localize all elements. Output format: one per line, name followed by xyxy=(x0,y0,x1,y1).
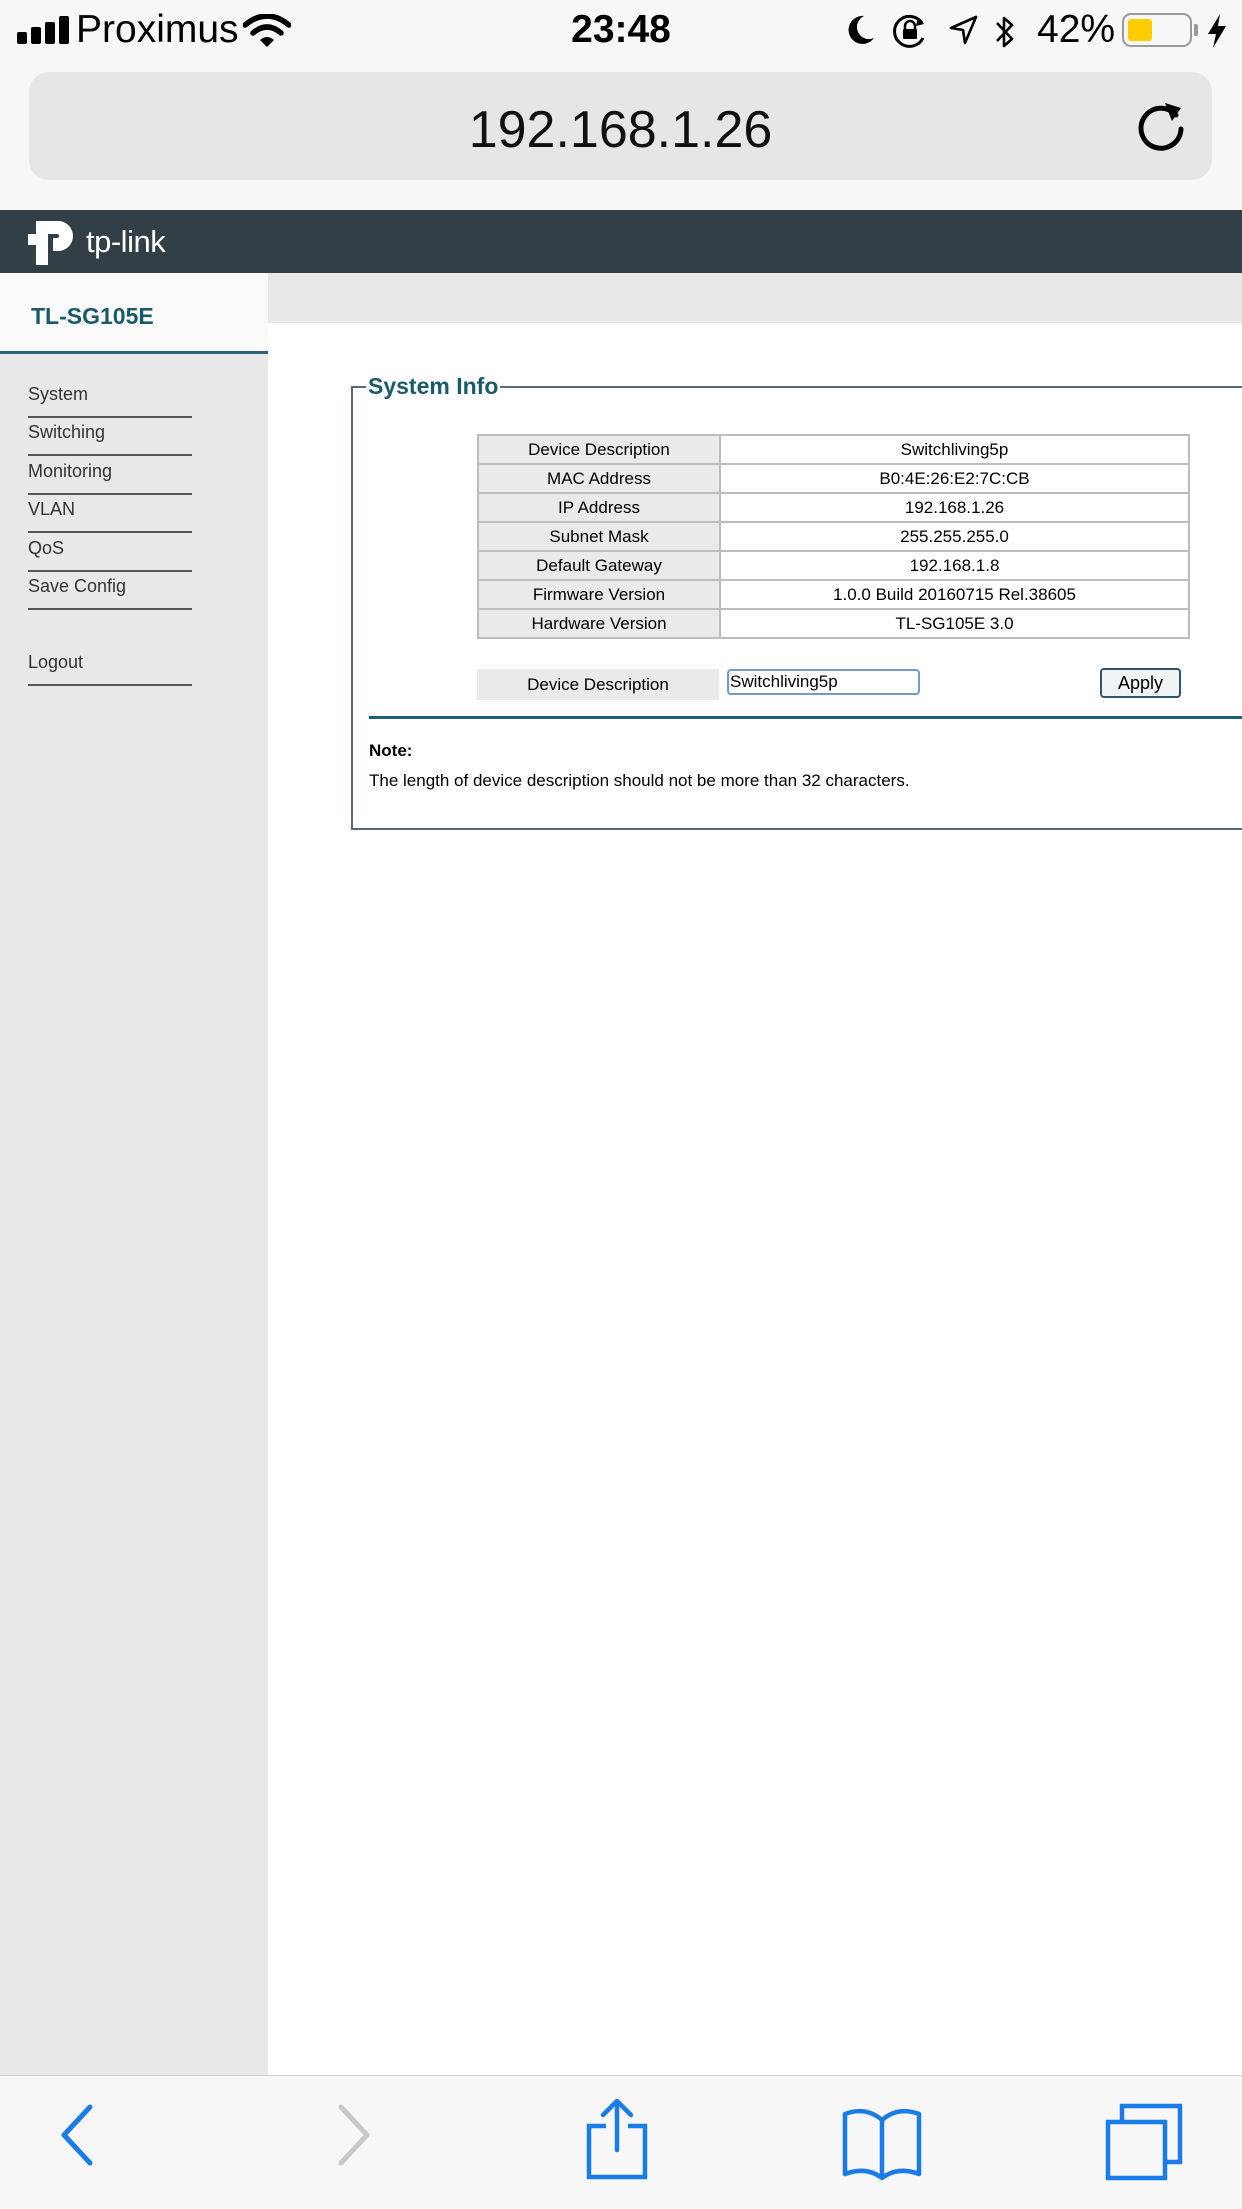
row-label: Subnet Mask xyxy=(478,522,720,551)
battery-nub xyxy=(1194,24,1198,36)
battery-icon xyxy=(1122,13,1192,47)
row-value: 1.0.0 Build 20160715 Rel.38605 xyxy=(720,580,1189,609)
charging-bolt-icon xyxy=(1206,13,1228,49)
browser-toolbar xyxy=(0,2075,1242,2209)
section-title: System Info xyxy=(368,373,499,399)
carrier-name: Proximus xyxy=(76,8,239,51)
apply-button[interactable]: Apply xyxy=(1100,668,1181,698)
location-arrow-icon xyxy=(948,14,978,46)
note-text: The length of device description should not be more than 32 characters. xyxy=(369,771,910,790)
moon-icon xyxy=(846,14,876,46)
sidebar-item-system[interactable]: System xyxy=(28,383,192,418)
brand-name: tp-link xyxy=(86,224,166,259)
system-info-table xyxy=(477,434,1190,639)
table-row xyxy=(478,493,1189,522)
row-label: Hardware Version xyxy=(478,609,720,638)
row-label: Firmware Version xyxy=(478,580,720,609)
table-row xyxy=(478,464,1189,493)
battery-percent: 42% xyxy=(1037,8,1116,51)
browser-top-bar xyxy=(0,62,1242,210)
sidebar-item-vlan[interactable]: VLAN xyxy=(28,498,192,533)
tp-link-logo-icon xyxy=(28,218,78,268)
sidebar-item-qos[interactable]: QoS xyxy=(28,537,192,572)
note-title: Note: xyxy=(369,741,413,760)
row-value: Switchliving5p xyxy=(720,435,1189,464)
row-value: B0:4E:26:E2:7C:CB xyxy=(720,464,1189,493)
table-row xyxy=(478,580,1189,609)
sidebar-item-switching[interactable]: Switching xyxy=(28,421,192,456)
row-value: 192.168.1.8 xyxy=(720,551,1189,580)
device-description-label: Device Description xyxy=(477,669,719,700)
forward-icon[interactable] xyxy=(333,2104,373,2166)
bookmarks-icon[interactable] xyxy=(842,2108,922,2180)
row-value: TL-SG105E 3.0 xyxy=(720,609,1189,638)
share-icon[interactable] xyxy=(586,2098,648,2180)
row-label: Device Description xyxy=(478,435,720,464)
tp-link-header xyxy=(0,210,1242,273)
sidebar xyxy=(0,273,268,2075)
table-row xyxy=(478,609,1189,638)
url-text[interactable]: 192.168.1.26 xyxy=(468,101,773,159)
row-label: MAC Address xyxy=(478,464,720,493)
model-header xyxy=(0,273,268,354)
model-name: TL-SG105E xyxy=(31,303,154,329)
logout-link[interactable]: Logout xyxy=(28,651,192,686)
sidebar-item-save-config[interactable]: Save Config xyxy=(28,575,192,610)
reload-icon[interactable] xyxy=(1134,98,1190,154)
clock: 23:48 xyxy=(571,8,671,51)
table-row xyxy=(478,435,1189,464)
content-top-strip xyxy=(268,273,1242,323)
tabs-icon[interactable] xyxy=(1105,2103,1183,2181)
divider xyxy=(369,716,1242,719)
row-label: IP Address xyxy=(478,493,720,522)
sidebar-item-monitoring[interactable]: Monitoring xyxy=(28,460,192,495)
row-label: Default Gateway xyxy=(478,551,720,580)
status-bar xyxy=(0,0,1242,62)
row-value: 192.168.1.26 xyxy=(720,493,1189,522)
address-bar[interactable] xyxy=(29,72,1212,180)
back-icon[interactable] xyxy=(58,2104,98,2166)
bluetooth-icon xyxy=(993,14,1017,50)
table-row xyxy=(478,522,1189,551)
row-value: 255.255.255.0 xyxy=(720,522,1189,551)
orientation-lock-icon xyxy=(892,14,928,48)
table-row xyxy=(478,551,1189,580)
battery-level xyxy=(1128,19,1152,41)
device-description-input[interactable] xyxy=(727,669,920,695)
